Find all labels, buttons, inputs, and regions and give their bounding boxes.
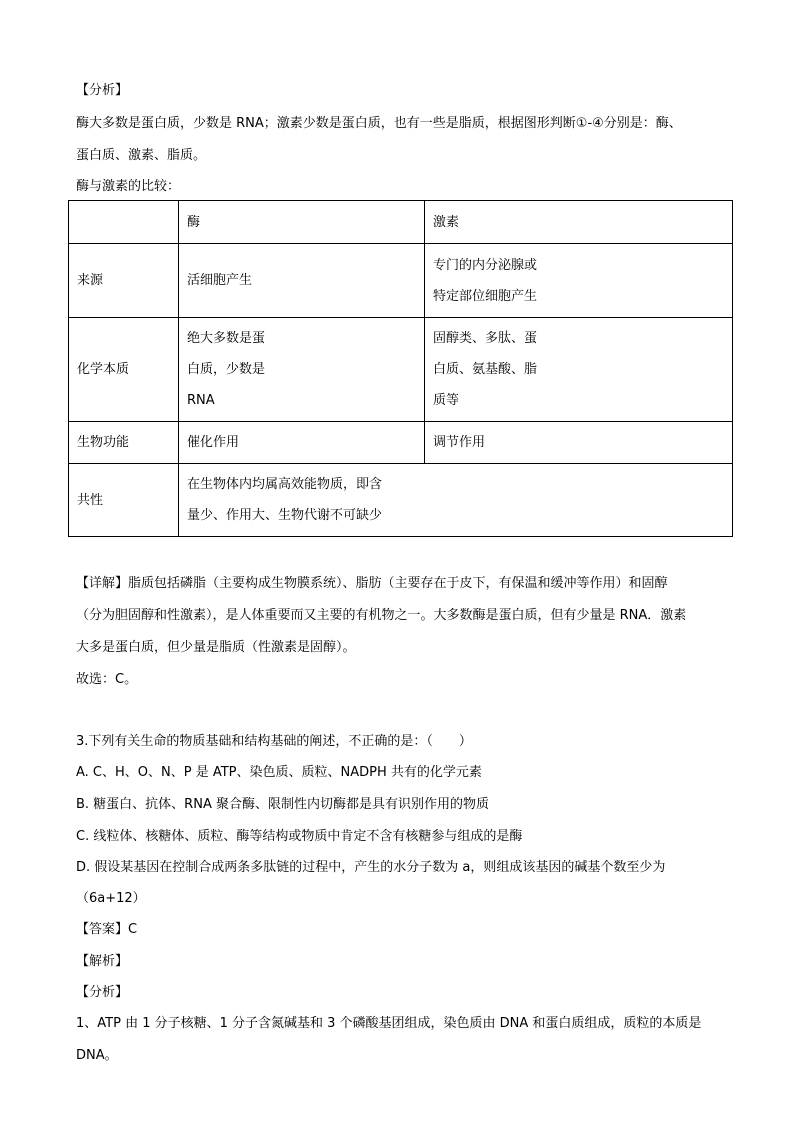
row-label: 生物功能 (69, 422, 179, 464)
option-b: B. 糖蛋白、抗体、RNA 聚合酶、限制性内切酶都是具有识别作用的物质 (76, 797, 489, 812)
row-label: 共性 (69, 464, 179, 537)
cell-line: 固醇类、多肽、蛋 (433, 331, 538, 346)
table-header-row (69, 201, 733, 244)
enzyme-hormone-comparison-table (68, 200, 733, 537)
cell-line: 调节作用 (433, 435, 486, 450)
table-row (69, 244, 733, 318)
row-label: 化学本质 (69, 318, 179, 422)
hormone-cell (425, 318, 733, 422)
enzyme-cell (179, 318, 425, 422)
enzyme-cell (179, 244, 425, 318)
analysis-line-2: DNA。 (76, 1048, 118, 1063)
table-header-enzyme: 酶 (179, 201, 425, 244)
solution-label: 【解析】 (76, 954, 129, 969)
option-a: A. C、H、O、N、P 是 ATP、染色质、质粒、NADPH 共有的化学元素 (76, 765, 482, 780)
option-d-line-1: D. 假设某基因在控制合成两条多肽链的过程中，产生的水分子数为 a，则组成该基因的碱基个数至少为 (76, 860, 666, 875)
detail-line-1: 【详解】脂质包括磷脂（主要构成生物膜系统）、脂肪（主要存在于皮下，有保温和缓冲等作用）和固醇 (76, 576, 668, 591)
enzyme-cell (179, 422, 425, 464)
question-3-stem: 3.下列有关生命的物质基础和结构基础的阐述，不正确的是：（ ） (76, 734, 472, 749)
option-d-line-2: （6a+12） (76, 891, 146, 906)
cell-line: 催化作用 (187, 435, 240, 450)
cell-line: 活细胞产生 (187, 273, 253, 288)
cell-line: 质等 (433, 393, 460, 408)
cell-line: RNA (187, 393, 215, 408)
cell-line: 白质，少数是 (187, 362, 266, 377)
analysis-line-1: 1、ATP 由 1 分子核糖、1 分子含氮碱基和 3 个磷酸基团组成，染色质由 DNA 和蛋白质组成，质粒的本质是 (76, 1016, 702, 1031)
table-row-common (69, 464, 733, 537)
table-header-blank (69, 201, 179, 244)
cell-line: 量少、作用大、生物代谢不可缺少 (187, 508, 383, 523)
analysis-heading-2: 【分析】 (76, 985, 129, 1000)
cell-line: 白质、氨基酸、脂 (433, 362, 538, 377)
table-row (69, 422, 733, 464)
analysis-heading: 【分析】 (76, 83, 129, 98)
hormone-cell (425, 422, 733, 464)
detail-line-3: 大多是蛋白质，但少量是脂质（性激素是固醇）。 (76, 640, 356, 655)
cell-line: 专门的内分泌腺或 (433, 257, 538, 273)
table-header-hormone: 激素 (425, 201, 733, 244)
cell-line: 绝大多数是蛋 (187, 331, 266, 346)
comparison-intro: 酶与激素的比较： (76, 179, 181, 194)
table-row (69, 318, 733, 422)
cell-line: 特定部位细胞产生 (433, 288, 538, 304)
row-label: 来源 (69, 244, 179, 318)
analysis-paragraph-line-1: 酶大多数是蛋白质，少数是 RNA；激素少数是蛋白质，也有一些是脂质，根据图形判断①-④分别是：酶、 (76, 116, 682, 131)
choice-line: 故选：C。 (76, 672, 138, 687)
hormone-cell (425, 244, 733, 318)
common-cell (179, 464, 733, 537)
detail-line-2: （分为胆固醇和性激素），是人体重要而又主要的有机物之一。大多数酶是蛋白质，但有少量是 RNA．激素 (76, 608, 687, 623)
answer-line: 【答案】C (76, 922, 138, 937)
analysis-paragraph-line-2: 蛋白质、激素、脂质。 (76, 148, 207, 163)
cell-line: 在生物体内均属高效能物质，即含 (187, 477, 383, 492)
option-c: C. 线粒体、核糖体、质粒、酶等结构或物质中肯定不含有核糖参与组成的是酶 (76, 829, 523, 844)
